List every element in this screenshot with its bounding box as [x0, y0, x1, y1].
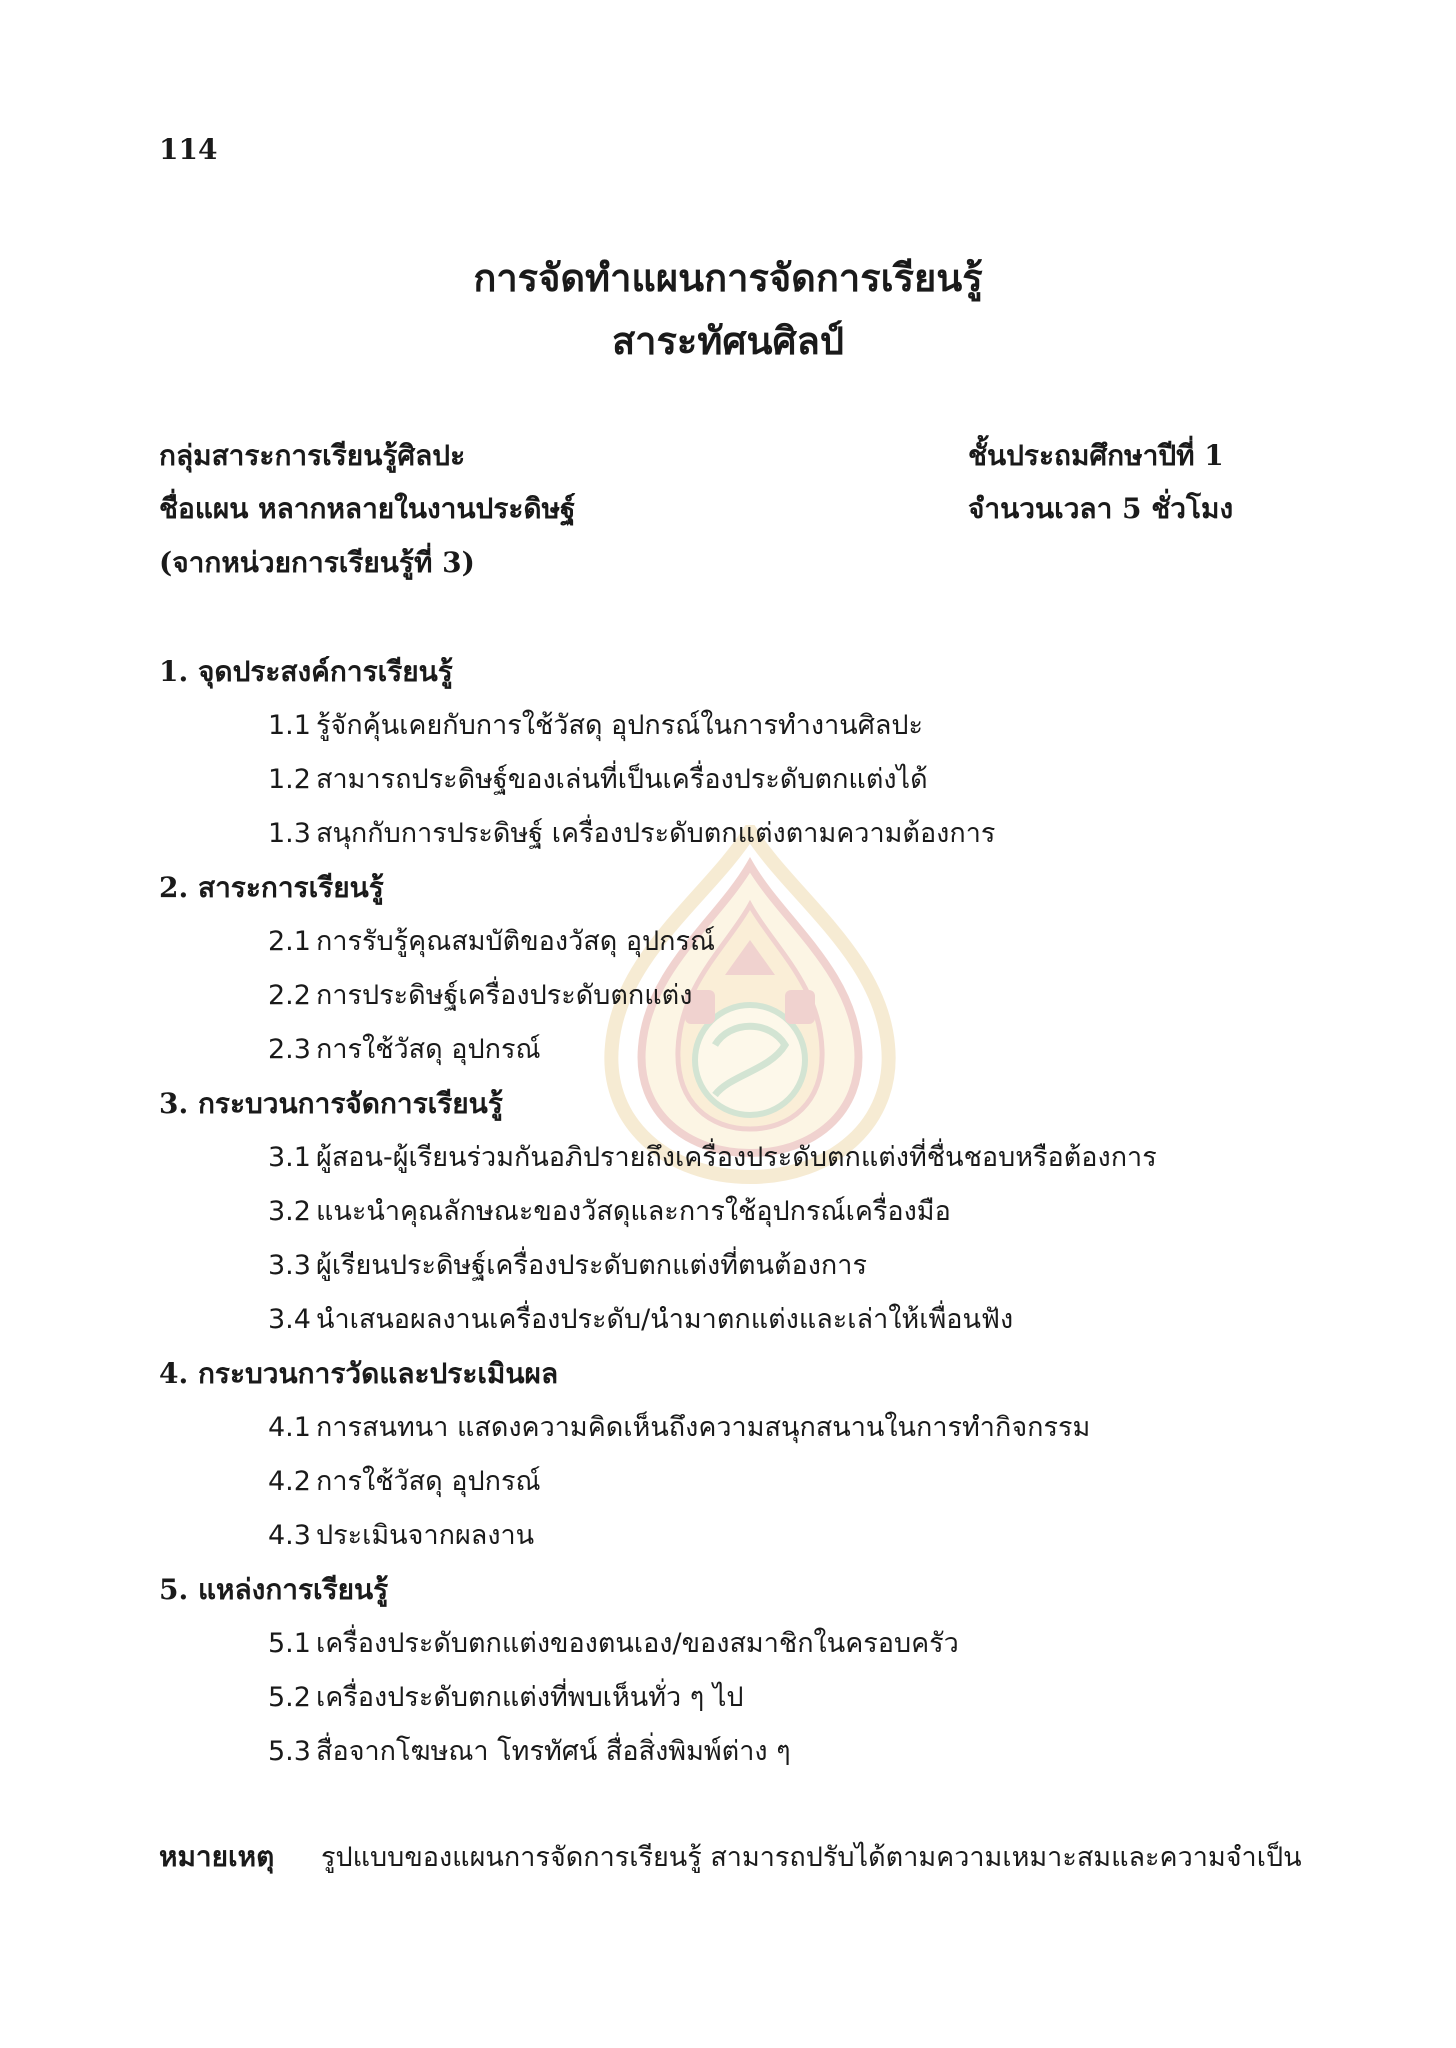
page-title: การจัดทำแผนการจัดการเรียนรู้ — [473, 255, 983, 300]
item-number: 1.3 — [268, 818, 311, 849]
item-number: 5.3 — [268, 1736, 311, 1767]
list-item — [159, 969, 1419, 1023]
item-text: การสนทนา แสดงความคิดเห็นถึงความสนุกสนานในการทำกิจกรรม — [316, 1412, 1091, 1443]
item-number: 5.2 — [268, 1682, 311, 1713]
item-number: 1.1 — [268, 710, 311, 741]
item-text: สามารถประดิษฐ์ของเล่นที่เป็นเครื่องประดับตกแต่งได้ — [316, 764, 928, 795]
list-item — [159, 1455, 1419, 1509]
item-number: 3.2 — [268, 1196, 311, 1227]
item-number: 5.1 — [268, 1628, 311, 1659]
item-text: เครื่องประดับตกแต่งของตนเอง/ของสมาชิกในครอบครัว — [316, 1628, 959, 1659]
item-text: เครื่องประดับตกแต่งที่พบเห็นทั่ว ๆ ไป — [316, 1682, 744, 1713]
grade-level: ชั้นประถมศึกษาปีที่ 1 — [968, 439, 1224, 472]
item-number: 4.3 — [268, 1520, 311, 1551]
item-text: ผู้สอน-ผู้เรียนร่วมกันอภิปรายถึงเครื่องประดับตกแต่งที่ชื่นชอบหรือต้องการ — [316, 1142, 1157, 1173]
item-text: การใช้วัสดุ อุปกรณ์ — [316, 1034, 541, 1065]
item-text: สนุกกับการประดิษฐ์ เครื่องประดับตกแต่งตามความต้องการ — [316, 818, 996, 849]
section-heading-objectives: 1. จุดประสงค์การเรียนรู้ — [159, 655, 453, 688]
section-heading-process: 3. กระบวนการจัดการเรียนรู้ — [159, 1087, 503, 1120]
item-number: 3.3 — [268, 1250, 311, 1281]
list-item — [159, 807, 1419, 861]
list-item — [159, 1185, 1419, 1239]
list-item — [159, 1239, 1419, 1293]
plan-body — [159, 645, 1419, 1779]
item-text: ประเมินจากผลงาน — [316, 1520, 535, 1551]
plan-name: ชื่อแผน หลากหลายในงานประดิษฐ์ — [159, 492, 576, 525]
item-text: การประดิษฐ์เครื่องประดับตกแต่ง — [316, 980, 693, 1011]
note — [159, 1835, 1302, 1880]
item-number: 4.1 — [268, 1412, 311, 1443]
section-heading-resources: 5. แหล่งการเรียนรู้ — [159, 1573, 389, 1606]
list-item — [159, 1131, 1419, 1185]
item-number: 4.2 — [268, 1466, 311, 1497]
item-number: 2.1 — [268, 926, 311, 957]
unit-reference: (จากหน่วยการเรียนรู้ที่ 3) — [159, 546, 475, 579]
item-text: ผู้เรียนประดิษฐ์เครื่องประดับตกแต่งที่ตนต้องการ — [316, 1250, 867, 1281]
list-item — [159, 915, 1419, 969]
item-text: รู้จักคุ้นเคยกับการใช้วัสดุ อุปกรณ์ในการทำงานศิลปะ — [316, 710, 924, 741]
section-heading-content: 2. สาระการเรียนรู้ — [159, 871, 384, 904]
item-text: นำเสนอผลงานเครื่องประดับ/นำมาตกแต่งและเล่าให้เพื่อนฟัง — [316, 1304, 1014, 1335]
list-item — [159, 753, 1419, 807]
item-number: 1.2 — [268, 764, 311, 795]
item-number: 2.3 — [268, 1034, 311, 1065]
list-item — [159, 699, 1419, 753]
list-item — [159, 1617, 1419, 1671]
page-number: 114 — [159, 133, 218, 166]
item-number: 3.1 — [268, 1142, 311, 1173]
item-number: 2.2 — [268, 980, 311, 1011]
list-item — [159, 1671, 1419, 1725]
item-text: การรับรู้คุณสมบัติของวัสดุ อุปกรณ์ — [316, 926, 716, 957]
page-subtitle: สาระทัศนศิลป์ — [611, 318, 845, 363]
note-label: หมายเหตุ — [159, 1840, 275, 1873]
note-text: รูปแบบของแผนการจัดการเรียนรู้ สามารถปรับได้ตามความเหมาะสมและความจำเป็น — [321, 1842, 1302, 1873]
list-item — [159, 1509, 1419, 1563]
list-item — [159, 1401, 1419, 1455]
item-text: การใช้วัสดุ อุปกรณ์ — [316, 1466, 541, 1497]
list-item — [159, 1293, 1419, 1347]
section-heading-assessment: 4. กระบวนการวัดและประเมินผล — [159, 1357, 559, 1390]
duration: จำนวนเวลา 5 ชั่วโมง — [968, 492, 1234, 525]
subject-group: กลุ่มสาระการเรียนรู้ศิลปะ — [159, 439, 466, 472]
item-text: สื่อจากโฆษณา โทรทัศน์ สื่อสิ่งพิมพ์ต่าง ๆ — [316, 1736, 791, 1767]
list-item — [159, 1725, 1419, 1779]
list-item — [159, 1023, 1419, 1077]
item-number: 3.4 — [268, 1304, 311, 1335]
item-text: แนะนำคุณลักษณะของวัสดุและการใช้อุปกรณ์เครื่องมือ — [316, 1196, 951, 1227]
